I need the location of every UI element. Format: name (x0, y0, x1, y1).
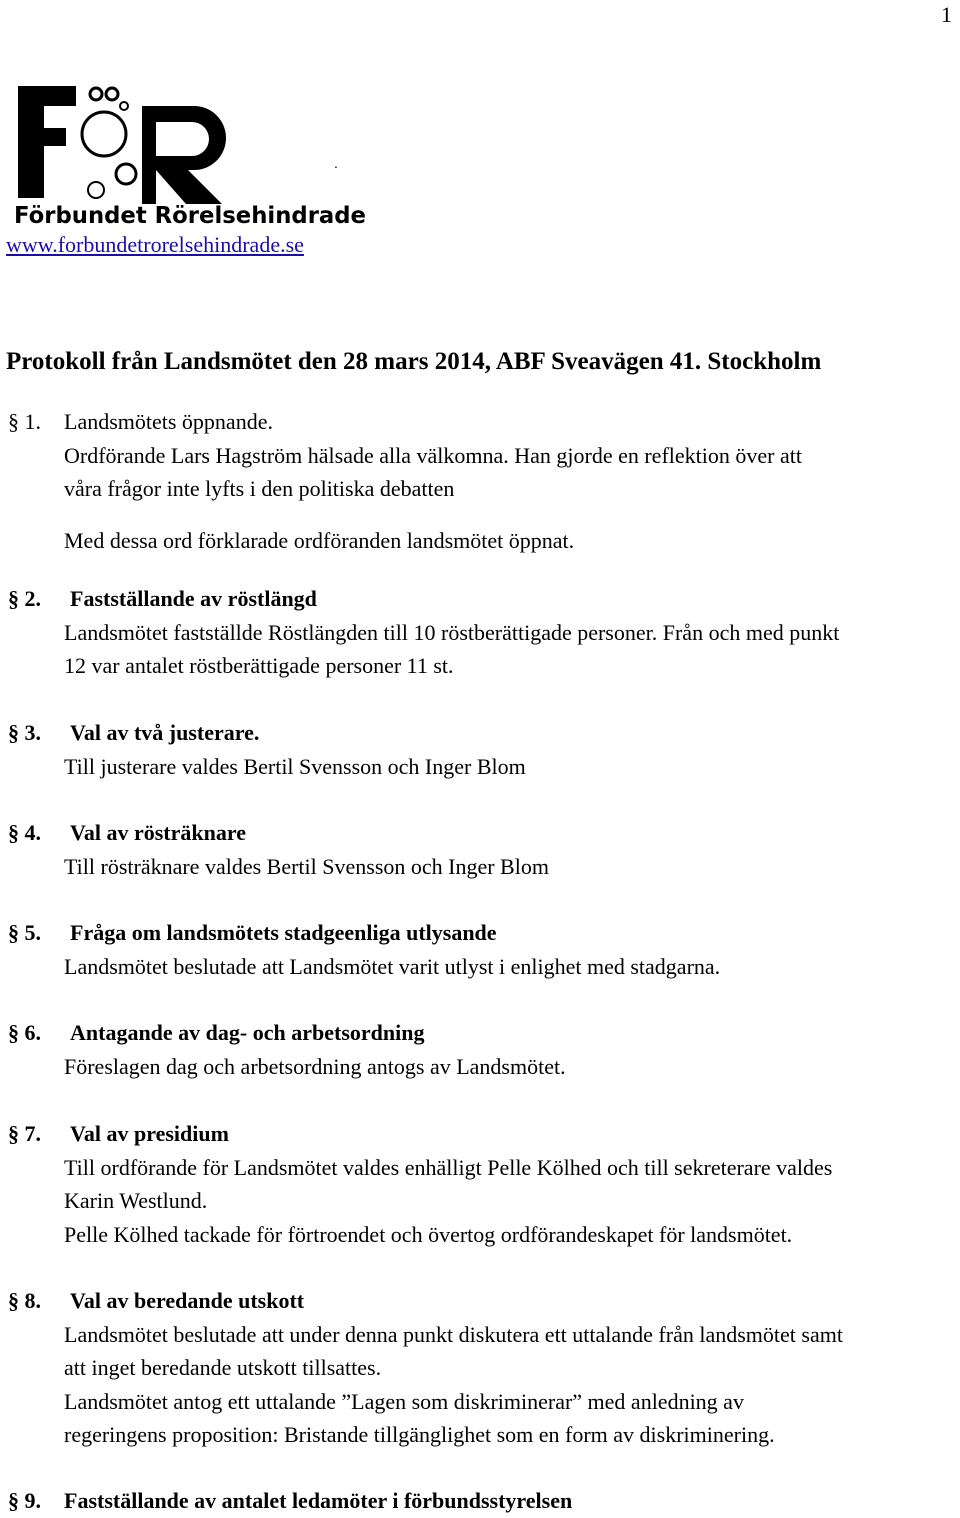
item-number: § 1. (8, 409, 41, 434)
item-text: Till ordförande för Landsmötet valdes enhälligt Pelle Kölhed och till sekreterare valdes (64, 1154, 833, 1180)
agenda-item-4 (0, 816, 960, 883)
item-heading: Val av presidium (70, 1121, 229, 1146)
page-number: 1 (941, 2, 952, 27)
organization-logo (12, 78, 372, 228)
item-number: § 8. (8, 1288, 41, 1313)
item-heading: Fråga om landsmötets stadgeenliga utlysande (70, 920, 497, 945)
item-number: § 4. (8, 820, 41, 845)
logo-name: Förbundet Rörelsehindrade (14, 203, 366, 228)
agenda-item-6 (0, 1016, 960, 1083)
agenda-item-8 (0, 1284, 960, 1452)
agenda-item-9 (0, 1484, 960, 1518)
item-text: Med dessa ord förklarade ordföranden landsmötet öppnat. (64, 527, 575, 553)
item-number: § 3. (8, 720, 41, 745)
agenda-item-3 (0, 716, 960, 783)
item-heading: Antagande av dag- och arbetsordning (70, 1020, 425, 1045)
item-text: Till rösträknare valdes Bertil Svensson och Inger Blom (64, 853, 549, 879)
agenda-item-1 (0, 405, 960, 557)
item-text: 12 var antalet röstberättigade personer 11 st. (64, 653, 454, 678)
item-text: Landsmötet fastställde Röstlängden till 10 röstberättigade personer. Från och med punkt (64, 619, 840, 645)
item-heading: Landsmötets öppnande. (64, 409, 273, 434)
item-text: Landsmötet antog ett uttalande ”Lagen som diskriminerar” med anledning av (64, 1388, 744, 1414)
agenda-item-2 (0, 582, 960, 683)
agenda-item-7 (0, 1117, 960, 1251)
logo-dot: . (334, 155, 338, 171)
item-heading: Val av beredande utskott (70, 1288, 305, 1313)
item-text: Karin Westlund. (64, 1188, 208, 1213)
agenda-item-5 (0, 916, 960, 983)
item-text: Till justerare valdes Bertil Svensson och Inger Blom (64, 753, 526, 779)
item-text: Ordförande Lars Hagström hälsade alla välkomna. Han gjorde en reflektion över att (64, 442, 802, 468)
item-text: regeringens proposition: Bristande tillgänglighet som en form av diskriminering. (64, 1422, 775, 1447)
item-number: § 7. (8, 1121, 41, 1146)
item-heading: Fastställande av antalet ledamöter i förbundsstyrelsen (64, 1488, 573, 1513)
item-text: Pelle Kölhed tackade för förtroendet och övertog ordförandeskapet för landsmötet. (64, 1221, 793, 1247)
item-number: § 5. (8, 920, 41, 945)
item-text: Landsmötet beslutade att under denna punkt diskutera ett uttalande från landsmötet samt (64, 1321, 843, 1347)
item-heading: Fastställande av röstlängd (70, 586, 317, 611)
item-text: våra frågor inte lyfts i den politiska debatten (64, 476, 455, 501)
item-number: § 2. (8, 586, 41, 611)
website-link[interactable]: www.forbundetrorelsehindrade.se (6, 232, 304, 257)
item-number: § 9. (8, 1488, 41, 1513)
document-title: Protokoll från Landsmötet den 28 mars 2014, ABF Sveavägen 41. Stockholm (6, 348, 822, 375)
item-text: Landsmötet beslutade att Landsmötet varit utlyst i enlighet med stadgarna. (64, 953, 721, 979)
item-text: Föreslagen dag och arbetsordning antogs av Landsmötet. (64, 1053, 566, 1079)
item-text: att inget beredande utskott tillsattes. (64, 1355, 382, 1380)
item-number: § 6. (8, 1020, 41, 1045)
item-heading: Val av två justerare. (70, 720, 260, 745)
item-heading: Val av rösträknare (70, 820, 246, 845)
